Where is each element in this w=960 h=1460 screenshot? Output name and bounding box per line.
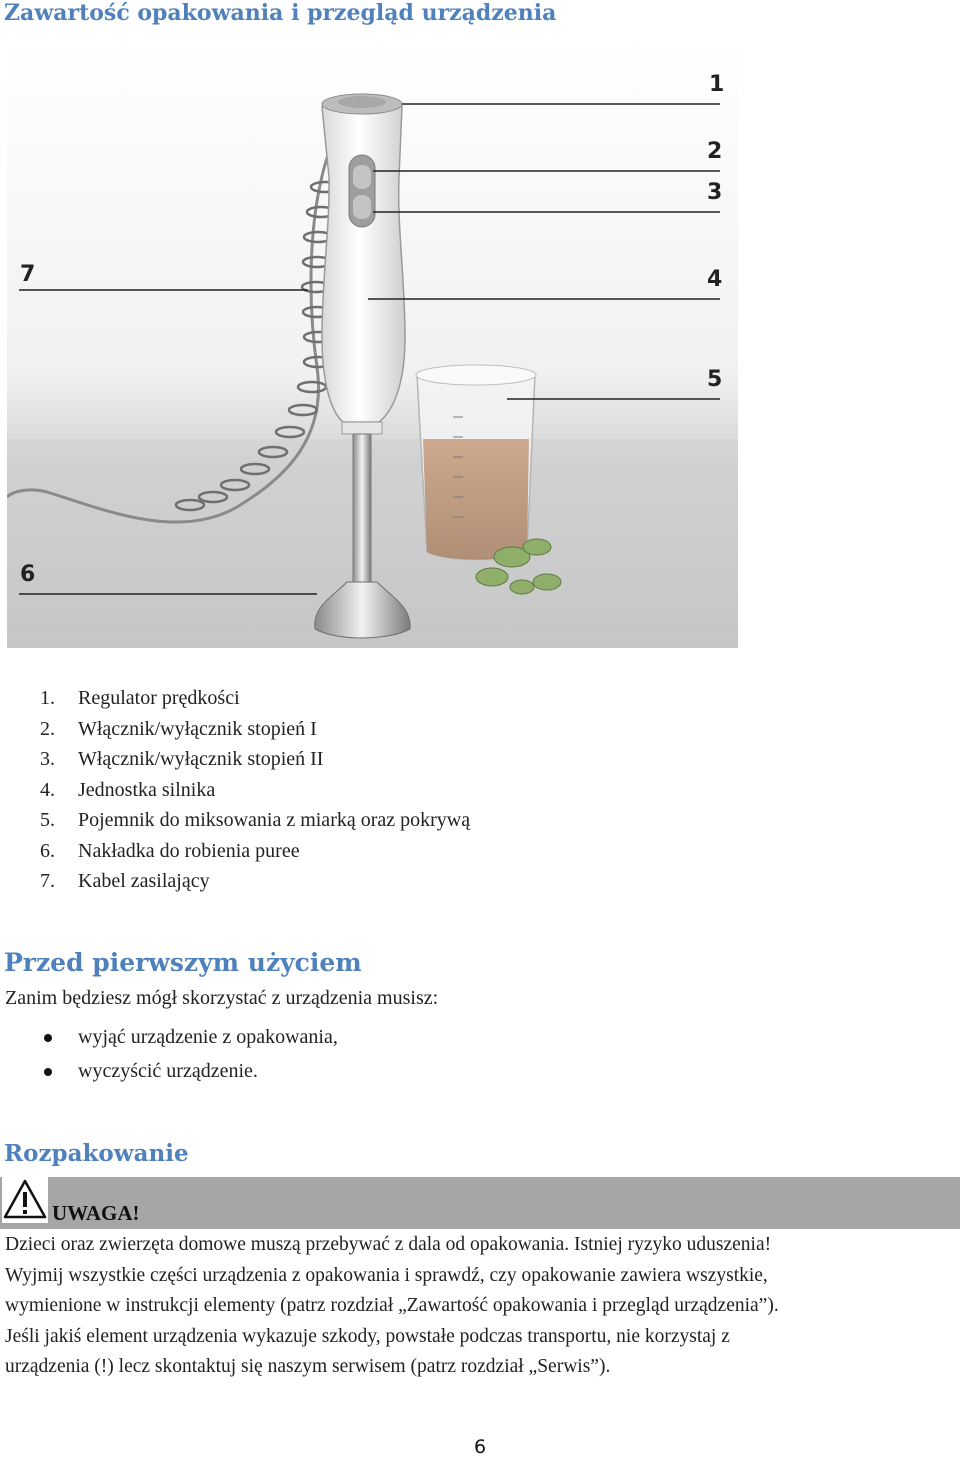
callout-2: 2	[707, 139, 723, 164]
warning-label: UWAGA!	[52, 1201, 140, 1225]
callout-4: 4	[707, 267, 723, 292]
callout-7: 7	[20, 262, 36, 287]
callout-6: 6	[20, 562, 36, 587]
text-line: urządzenia (!) lecz skontaktuj się naszym serwisem (patrz rozdział „Serwis”).	[5, 1356, 611, 1378]
callout-1: 1	[709, 72, 725, 97]
list-item: wyjąć urządzenie z opakowania,	[0, 1020, 338, 1054]
list-item: 5. Pojemnik do miksowania z miarką oraz pokrywą	[40, 809, 471, 831]
list-item: 3. Włącznik/wyłącznik stopień II	[40, 748, 324, 770]
list-item: wyczyścić urządzenie.	[0, 1054, 338, 1088]
part-label: Włącznik/wyłącznik stopień II	[78, 748, 324, 770]
bullet-list	[0, 1020, 338, 1088]
part-label: Jednostka silnika	[78, 778, 216, 801]
list-item: 6. Nakładka do robienia puree	[40, 839, 300, 862]
section-heading-before-first-use: Przed pierwszym użyciem	[4, 948, 362, 977]
text-line: Dzieci oraz zwierzęta domowe muszą przebywać z dala od opakowania. Istniej ryzyko uduszenia!	[5, 1234, 772, 1255]
list-item: 7. Kabel zasilający	[40, 870, 210, 892]
part-label: Nakładka do robienia puree	[78, 839, 300, 862]
hand-blender-illustration	[7, 37, 738, 648]
product-figure	[7, 37, 738, 648]
text-line: Wyjmij wszystkie części urządzenia z opakowania i sprawdź, czy opakowanie zawiera wszystkie,	[5, 1264, 768, 1286]
parts-list	[40, 683, 470, 897]
callout-3: 3	[707, 180, 723, 205]
callout-5: 5	[707, 367, 723, 392]
list-item: 2. Włącznik/wyłącznik stopień I	[40, 717, 317, 740]
unpacking-text	[5, 1230, 955, 1383]
bullet-icon	[44, 1068, 52, 1076]
list-item: 4. Jednostka silnika	[40, 778, 216, 801]
intro-text: Zanim będziesz mógł skorzystać z urządzenia musisz:	[5, 987, 439, 1009]
part-label: Włącznik/wyłącznik stopień I	[78, 717, 317, 740]
page-title: Zawartość opakowania i przegląd urządzenia	[4, 0, 557, 26]
text-line: Jeśli jakiś element urządzenia wykazuje szkody, powstałe podczas transportu, nie korzystaj z	[5, 1325, 730, 1347]
text-line: wymienione w instrukcji elementy (patrz rozdział „Zawartość opakowania i przegląd urządzenia”).	[5, 1295, 779, 1317]
section-heading-unpacking: Rozpakowanie	[4, 1140, 189, 1167]
part-label: Regulator prędkości	[78, 687, 240, 709]
page-number: 6	[473, 1436, 487, 1458]
part-label: Pojemnik do miksowania z miarką oraz pokrywą	[78, 809, 471, 831]
warning-triangle-icon	[2, 1177, 48, 1223]
bullet-icon	[44, 1034, 52, 1042]
part-label: Kabel zasilający	[78, 870, 210, 892]
warning-banner	[0, 1177, 960, 1229]
list-item: 1. Regulator prędkości	[40, 687, 240, 709]
